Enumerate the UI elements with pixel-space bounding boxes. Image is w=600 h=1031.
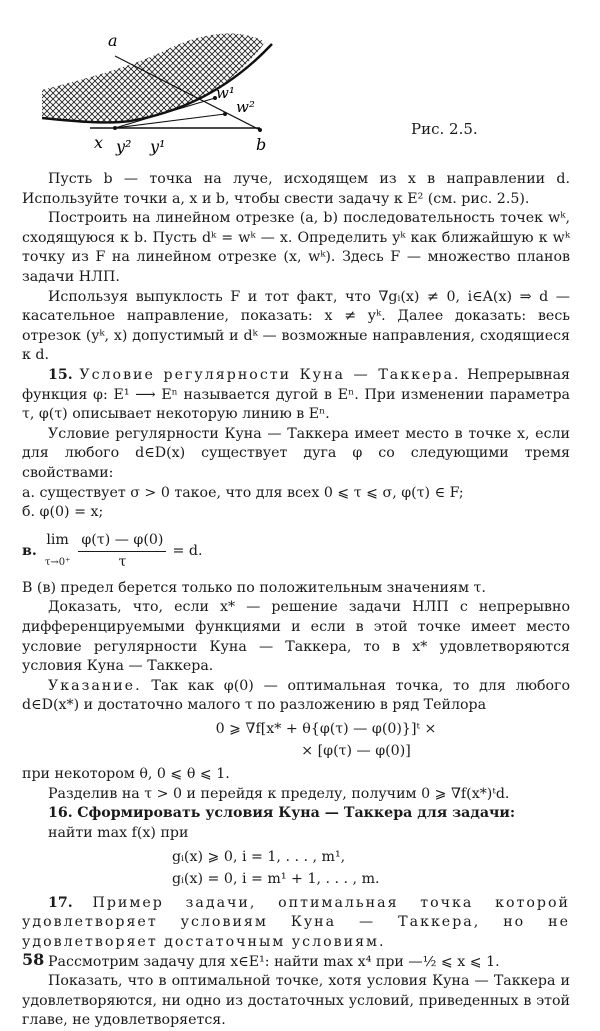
taylor-line-2: × [φ(τ) — φ(0)]	[301, 742, 411, 759]
label-y2: y²	[116, 137, 132, 156]
paragraph: Пусть b — точка на луче, исходящем из x в направлении d. Используйте точки a, x и b, чтобы свести задачу к E² (см. рис. 2.5).	[22, 171, 570, 207]
exercise-number: 17.	[48, 894, 73, 911]
limit-rhs: = d.	[172, 542, 203, 559]
paragraph: Используя выпуклость F и тот факт, что ∇gᵢ(x) ≠ 0, i∈A(x) ⇒ d — касательное направление, показать: x ≠ yᵏ. Далее доказать: весь отрезок (yᵏ, x) допустимый и dᵏ — возможные направления, сходящиеся к d.	[22, 288, 570, 364]
figure-diagram	[20, 18, 320, 158]
lim-subscript: τ→0⁺	[44, 556, 71, 568]
paragraph: Рассмотрим задачу для x∈E¹: найти max x⁴ при —½ ⩽ x ⩽ 1.	[48, 953, 500, 970]
body-text	[22, 170, 570, 1031]
taylor-formula	[22, 720, 570, 761]
paragraph: Разделив на τ > 0 и перейдя к пределу, получим 0 ⩾ ∇f(x*)ᵗd.	[48, 785, 510, 802]
label-w1: w¹	[216, 84, 235, 102]
point-x	[113, 126, 117, 130]
fraction-denominator: τ	[118, 554, 127, 571]
label-w2: w²	[236, 98, 255, 116]
paragraph: найти max f(x) при	[48, 825, 189, 841]
constraint-eq: gᵢ(x) = 0, i = m¹ + 1, . . . , m.	[172, 871, 380, 888]
paragraph: Доказать, что, если x* — решение задачи НЛП с непрерывно дифференцируемыми функциями и если в этой точке имеет место условие регулярности Куна — Таккера, то в x* удовлетворяются условия Куна — Таккера.	[22, 599, 570, 675]
exercise-title: Пример задачи, оптимальная точка которой удовлетворяет условиям Куна — Таккера, но не удовлетворяет достаточным условиям.	[22, 894, 571, 950]
exercise-number: 15.	[48, 366, 73, 383]
exercise-16	[22, 804, 570, 824]
paragraph: В (в) предел берется только по положительным значениям τ.	[22, 579, 486, 596]
hint	[22, 677, 570, 716]
hint-text: Так как φ(0) — оптимальная точка, то для любого d∈D(x*) и достаточно малого τ по разложению в ряд Тейлора	[22, 677, 570, 714]
paragraph: Условие регулярности Куна — Таккера имеет место в точке x, если для любого d∈D(x) существует дуга φ со следующими тремя свойствами:	[22, 425, 570, 481]
taylor-line-1: 0 ⩾ ∇f[x* + θ{φ(τ) — φ(0)}]ᵗ ×	[215, 721, 437, 738]
condition-a: а. существует σ > 0 такое, что для всех 0 ⩽ τ ⩽ σ, φ(τ) ∈ F;	[22, 484, 464, 501]
condition-b: б. φ(0) = x;	[22, 504, 104, 521]
constraint-ineq: gᵢ(x) ⩾ 0, i = 1, . . . , m¹,	[172, 848, 346, 865]
page-number: 58	[22, 950, 45, 969]
limit-fraction	[78, 531, 166, 573]
label-x: x	[94, 133, 104, 152]
exercise-title: Условие регулярности Куна — Таккера.	[79, 366, 461, 383]
point-b	[258, 128, 262, 132]
kkt-constraints	[172, 848, 570, 890]
exercise-17	[22, 894, 570, 953]
limit-formula	[22, 531, 570, 573]
fraction-numerator: φ(τ) — φ(0)	[78, 531, 166, 553]
limit-operator	[45, 531, 71, 572]
lim-word: lim	[46, 532, 69, 549]
label-a: a	[108, 31, 118, 50]
figure-caption: Рис. 2.5.	[411, 120, 478, 138]
exercise-text: Непрерывная функция φ: E¹ ⟶ Eⁿ называется дугой в Eⁿ. При изменении параметра τ, φ(τ) описывает некоторую линию в Eⁿ.	[22, 366, 571, 423]
exercise-number: 16.	[48, 805, 73, 822]
label-b: b	[256, 135, 267, 154]
paragraph: Построить на линейном отрезке (a, b) последовательность точек wᵏ, сходящуюся к b. Пусть dᵏ = wᵏ — x. Определить yᵏ как ближайшую к wᵏ точку из F на линейном отрезке (x, wᵏ). Здесь F — множество планов задачи НЛП.	[22, 210, 570, 285]
label-y1: y¹	[150, 137, 166, 156]
hint-title: Указание.	[48, 677, 142, 694]
exercise-title: Сформировать условия Куна — Таккера для задачи:	[77, 805, 516, 822]
figure-2-5	[20, 18, 320, 158]
point-w2	[223, 112, 227, 116]
paragraph: при некотором θ, 0 ⩽ θ ⩽ 1.	[22, 766, 230, 783]
condition-c-label: в.	[22, 542, 37, 559]
exercise-15	[22, 366, 570, 425]
paragraph: Показать, что в оптимальной точке, хотя условия Куна — Таккера и удовлетворяются, ни одно из достаточных условий, приведенных в этой главе, не удовлетворяется.	[22, 973, 570, 1029]
